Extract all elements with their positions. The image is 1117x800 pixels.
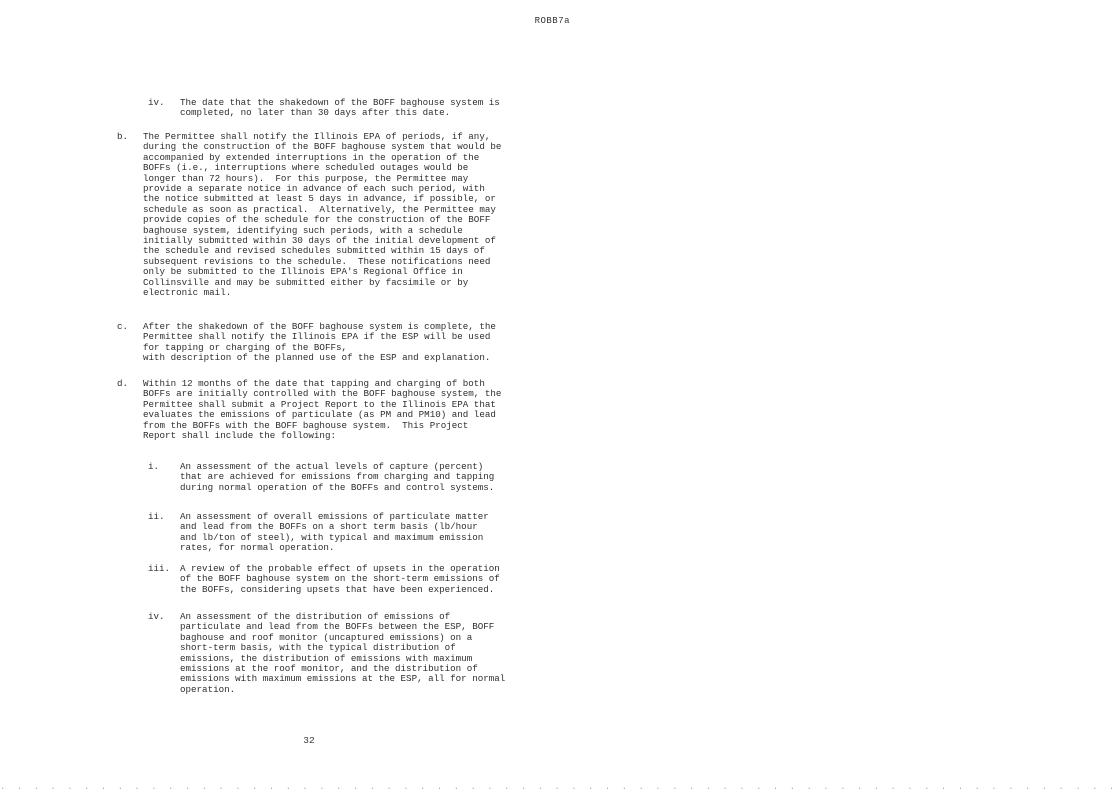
item-iv-top-marker: iv. [148,97,165,108]
item-b-marker: b. [117,131,129,142]
footer-dots: . . . . . . . . . . . . . . . . . . . . . . . . . . . . . . . . . . . . . . . . . . . . . . . . . . . . . . . . . . . . . . . . . . . [0,782,1117,792]
item-b-text: The Permittee shall notify the Illinois EPA of periods, if any, during the construction of the BOFF baghouse system that would be accompanied by extended interruptions in the operation of the BOFFs (i.e., interruptions where scheduled outages would be longer than 72 hours). For this purpose, the Permittee may provide a separate notice in advance of each such period, with the notice submitted at least 5 days in advance, if possible, or schedule as soon as practical. Alternatively, the Permittee may provide copies of the schedule for the construction of the BOFF baghouse system, identifying such periods, with a schedule initially submitted within 30 days of the initial development of the schedule and revised schedules submitted within 15 days of subsequent revisions to the schedule. These notifications need only be submitted to the Illinois EPA's Regional Office in Collinsville and may be submitted either by facsimile or by electronic mail. [143,131,502,299]
subitem-iii-marker: iii. [148,563,171,574]
subitem-iv-marker: iv. [148,611,165,622]
subitem-ii-marker: ii. [148,511,165,522]
item-d-text: Within 12 months of the date that tapping and charging of both BOFFs are initially controlled with the BOFF baghouse system, the Permittee shall submit a Project Report to the Illinois EPA that evaluates the emissions of particulate (as PM and PM10) and lead from the BOFFs with the BOFF baghouse system. This Project Report shall include the following: [143,378,502,442]
subitem-ii-text: An assessment of overall emissions of particulate matter and lead from the BOFFs on a short term basis (lb/hour and lb/ton of steel), with typical and maximum emission rates, for normal operation. [180,511,489,554]
page-number: 32 [303,735,315,746]
subitem-i-marker: i. [148,461,160,472]
item-iv-top-text: The date that the shakedown of the BOFF baghouse system is completed, no later than 30 days after this date. [180,97,500,119]
subitem-iv-text: An assessment of the distribution of emissions of particulate and lead from the BOFFs between the ESP, BOFF baghouse and roof monitor (uncaptured emissions) on a short-term basis, with the typical distribution of emissions, the distribution of emissions with maximum emissions at the roof monitor, and the distribution of emissions with maximum emissions at the ESP, all for normal operation. [180,611,506,695]
document-code: ROBB7a [534,16,570,26]
item-c-marker: c. [117,321,129,332]
item-d-marker: d. [117,378,129,389]
subitem-i-text: An assessment of the actual levels of capture (percent) that are achieved for emissions from charging and tapping during normal operation of the BOFFs and control systems. [180,461,495,493]
subitem-iii-text: A review of the probable effect of upsets in the operation of the BOFF baghouse system on the short-term emissions of the BOFFs, considering upsets that have been experienced. [180,563,500,595]
item-c-text: After the shakedown of the BOFF baghouse system is complete, the Permittee shall notify the Illinois EPA if the ESP will be used for tapping or charging of the BOFFs, with description of the planned use of the ESP and explanation. [143,321,496,364]
